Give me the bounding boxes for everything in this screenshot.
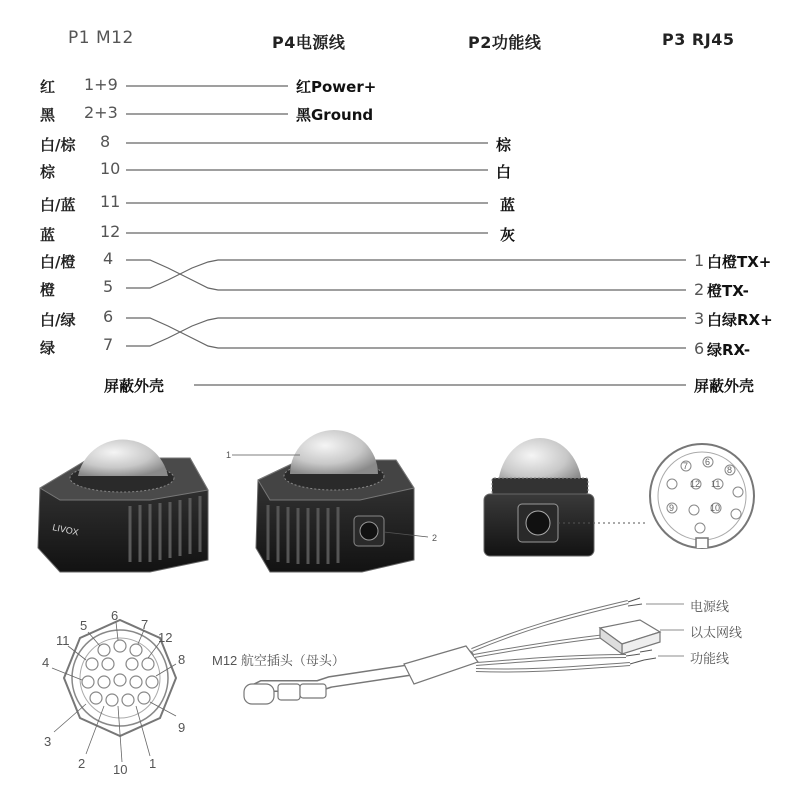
pinout-label-11: 11 [56,633,70,648]
header-p3: P3 RJ45 [662,30,735,49]
pinout-label-9: 9 [178,720,186,735]
callout-2: 2 [432,533,438,543]
target-ground: 黑Ground [296,106,374,124]
pin-6: 6 [103,307,114,326]
pinout-label-10: 10 [113,762,128,777]
face-pin-12: 12 [690,479,701,489]
header-p2: P2功能线 [468,33,542,52]
pinout-label-12: 12 [158,630,173,645]
shield-right-label: 屏蔽外壳 [694,377,755,395]
pin-7: 7 [103,335,114,354]
rj45-pin-1: 1 [694,251,705,270]
target-rx-plus: 白绿RX+ [707,311,773,329]
wire-color-3: 白/棕 [40,136,76,154]
face-pin-9: 9 [669,503,675,513]
pin-2-3: 2+3 [84,103,118,122]
rj45-pin-3: 3 [694,309,705,328]
callout-1: 1 [226,450,232,460]
rj45-pin-6: 6 [694,339,705,358]
pin-10: 10 [100,159,121,178]
target-power-plus: 红Power+ [296,78,377,96]
connector-label: M12 航空插头（母头） [212,653,345,668]
face-pin-7: 7 [683,461,689,471]
brand-text: LIVOX [51,522,80,538]
face-pin-8: 8 [727,465,733,475]
wire-color-4: 棕 [40,163,56,181]
target-rx-minus: 绿RX- [707,341,751,359]
pinout-label-4: 4 [42,655,50,670]
target-brown: 棕 [496,136,512,154]
pinout-label-5: 5 [80,618,88,633]
wire-color-7: 白/橙 [40,253,76,271]
pinout-label-6: 6 [111,608,119,623]
rj45-pin-2: 2 [694,280,705,299]
target-tx-minus: 橙TX- [707,282,749,300]
shield-left-label: 屏蔽外壳 [104,377,165,395]
wire-color-8: 橙 [40,281,56,299]
pin-11: 11 [100,192,121,211]
face-pin-11: 11 [711,479,721,489]
target-tx-plus: 白橙TX+ [707,253,772,271]
header-p1: P1 M12 [68,28,134,48]
pinout-label-2: 2 [78,756,86,771]
pin-8: 8 [100,132,111,151]
target-blue: 蓝 [500,196,516,214]
wire-color-9: 白/绿 [40,311,76,329]
wire-color-1: 红 [40,78,56,96]
face-pin-6: 6 [705,457,711,467]
face-pin-10: 10 [710,503,721,513]
pinout-label-8: 8 [178,652,186,667]
wire-color-2: 黑 [40,106,56,124]
pinout-label-3: 3 [44,734,52,749]
pinout-label-1: 1 [149,756,157,771]
pin-12: 12 [100,222,121,241]
pin-5: 5 [103,277,114,296]
target-white: 白 [496,163,512,181]
header-p4: P4电源线 [272,33,346,52]
ethernet-wire-label: 以太网线 [690,625,743,640]
pinout-label-7: 7 [141,617,149,632]
pin-4: 4 [103,249,114,268]
wire-color-5: 白/蓝 [40,196,76,214]
function-wire-label: 功能线 [690,651,730,666]
power-wire-label: 电源线 [690,599,730,614]
wire-color-10: 绿 [40,339,56,357]
target-gray: 灰 [500,226,516,244]
pin-1-9: 1+9 [84,75,118,94]
wire-color-6: 蓝 [40,226,56,244]
